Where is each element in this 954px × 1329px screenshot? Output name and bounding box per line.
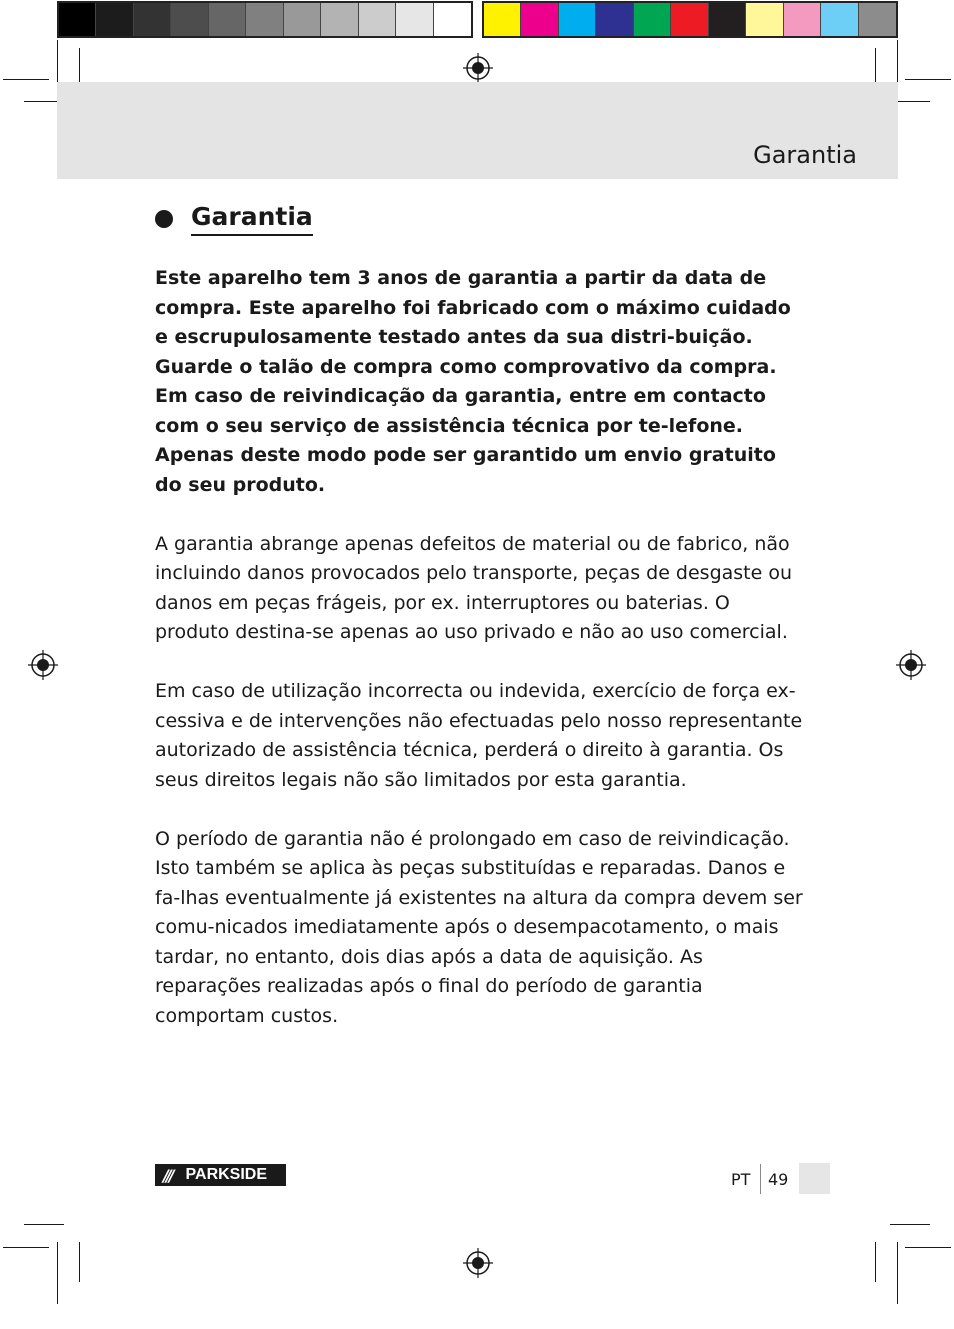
logo-slashes: /// (163, 1165, 172, 1185)
crop-mark (905, 79, 951, 80)
crop-mark (57, 40, 58, 85)
gray-swatch-8 (321, 3, 358, 36)
process-swatch-9 (784, 3, 821, 36)
paragraph-period: O período de garantia não é prolongado em caso de reivindicação. Isto também se aplica às peças substituídas e reparadas. Danos e fa-lhas eventualmente já existentes na altura da compra devem ser comu-nicados imediatamente após o desempacotamento, o mais tardar, no entanto, dois dias após a data de aquisição. As reparações realizadas após o final do período de garantia comportam custos. (155, 827, 803, 1027)
crop-mark (57, 1242, 58, 1304)
paragraph-misuse: Em caso de utilização incorrecta ou indevida, exercício de força ex-cessiva e de intervenções não efectuadas pelo nosso representante autorizado de assistência técnica, perderá o direito à garantia. Os seus direitos legais não são limitados por esta garantia. (155, 680, 803, 791)
gray-swatch-9 (359, 3, 396, 36)
page-number: 49 (768, 1170, 789, 1189)
process-swatch-7 (709, 3, 746, 36)
grayscale-calibration-bar (57, 1, 473, 38)
process-swatch-4 (596, 3, 633, 36)
gray-swatch-1 (59, 3, 96, 36)
gray-swatch-5 (209, 3, 246, 36)
crop-mark (24, 1224, 64, 1225)
gray-swatch-10 (396, 3, 433, 36)
crop-mark (79, 1242, 80, 1282)
registration-mark-icon (463, 53, 493, 83)
intro-paragraph: Este aparelho tem 3 anos de garantia a partir da data de compra. Este aparelho foi fabricado com o máximo cuidado e escrupulosamente testado antes da sua distri-buição. Guarde o talão de compra como comprovativo da compra. Em caso de reivindicação da garantia, entre em contacto com o seu serviço de assistência técnica por te-lefone. Apenas deste modo pode ser garantido um envio gratuito do seu produto. (155, 267, 791, 496)
bullet-icon (155, 210, 173, 228)
crop-mark (875, 1242, 876, 1282)
logo-brand: PARKSIDE (185, 1166, 268, 1183)
paragraph-coverage: A garantia abrange apenas defeitos de material ou de fabrico, não incluindo danos provocados pelo transporte, peças de desgaste ou danos em peças frágeis, por ex. interruptores ou baterias. O produto destina-se apenas ao uso privado e não ao uso comercial. (155, 532, 793, 643)
crop-mark (890, 1224, 930, 1225)
gray-swatch-7 (284, 3, 321, 36)
section-heading (155, 202, 313, 236)
process-swatch-5 (634, 3, 671, 36)
process-swatch-6 (671, 3, 708, 36)
crop-mark (897, 1242, 898, 1304)
process-swatch-3 (559, 3, 596, 36)
body-content (155, 264, 805, 1061)
gray-swatch-11 (434, 3, 471, 36)
process-swatch-10 (821, 3, 858, 36)
footer-divider (760, 1164, 761, 1194)
process-swatch-8 (746, 3, 783, 36)
process-swatch-2 (521, 3, 558, 36)
gray-swatch-4 (171, 3, 208, 36)
crop-mark (3, 1247, 49, 1248)
section-heading-text: Garantia (191, 202, 313, 236)
process-swatch-11 (859, 3, 896, 36)
gray-swatch-3 (134, 3, 171, 36)
page-tab (799, 1163, 830, 1194)
page-title: Garantia (753, 141, 857, 169)
registration-mark-icon (463, 1248, 493, 1278)
registration-mark-icon (28, 650, 58, 680)
crop-mark (3, 79, 49, 80)
color-calibration-bar (482, 1, 898, 38)
registration-mark-icon (896, 650, 926, 680)
process-swatch-1 (484, 3, 521, 36)
gray-swatch-2 (96, 3, 133, 36)
gray-swatch-6 (246, 3, 283, 36)
parkside-logo (155, 1164, 286, 1186)
crop-mark (897, 40, 898, 85)
language-code: PT (731, 1170, 751, 1189)
crop-mark (905, 1247, 951, 1248)
